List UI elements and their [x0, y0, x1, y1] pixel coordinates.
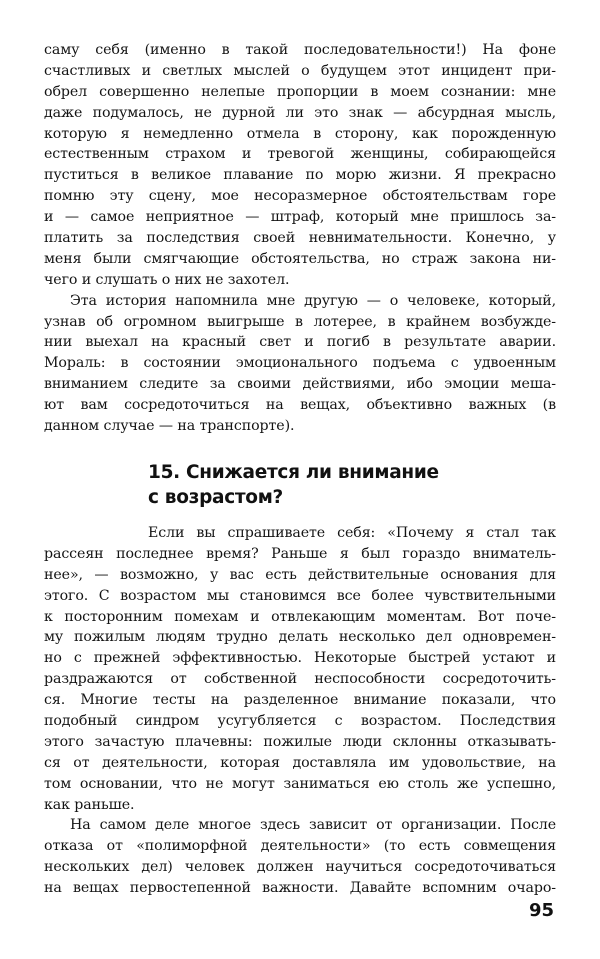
text-line: Мораль: в состоянии эмоционального подъема с удвоенным — [44, 355, 556, 372]
text-line: но с прежней эффективностью. Некоторые быстрей устают и — [44, 650, 556, 667]
text-line: вниманием следите за своими действиями, ибо эмоции меша- — [44, 376, 556, 393]
text-line: данном случае — на транспорте). — [44, 418, 295, 435]
text-line: помню эту сцену, мое несоразмерное обстоятельствам горе — [44, 188, 556, 205]
section-heading-line-2: с возрастом? — [148, 487, 283, 508]
text-line: даже подумалось, не дурной ли это знак — абсурдная мысль, — [44, 104, 556, 121]
text-line: на вещах первостепенной важности. Давайте вспомним очаро- — [44, 880, 556, 897]
text-line: этого зачастую плачевны: пожилые люди склонны отказывать- — [44, 733, 556, 750]
text-line: пуститься в великое плавание по морю жизни. Я прекрасно — [44, 167, 556, 184]
text-line: нее», — возможно, у вас есть действительные основания для — [44, 566, 556, 583]
text-line: естественным страхом и тревогой женщины, собирающейся — [44, 146, 556, 163]
text-line: которую я немедленно отмела в сторону, как порожденную — [44, 125, 556, 142]
text-line: отказа от «полиморфной деятельности» (то есть совмещения — [44, 838, 556, 855]
section-2-text — [44, 523, 556, 899]
text-line: На самом деле многое здесь зависит от организации. После — [70, 817, 556, 834]
text-line: обрел совершенно нелепые пропорции в моем сознании: мне — [44, 83, 556, 100]
text-line: том основании, что не могут заниматься ею столь же успешно, — [44, 775, 556, 792]
text-line: этого. С возрастом мы становимся все более чувствительными — [44, 587, 556, 604]
text-line: меня были смягчающие обстоятельства, но страж закона ни- — [44, 250, 556, 267]
text-line: рассеян последнее время? Раньше я был гораздо вниматель- — [44, 545, 556, 562]
text-line: саму себя (именно в такой последовательности!) На фоне — [44, 42, 556, 58]
text-line: ся. Многие тесты на разделенное внимание показали, что — [44, 692, 556, 709]
text-line: платить за последствия своей невнимательности. Конечно, у — [44, 230, 556, 247]
text-line: как раньше. — [44, 796, 135, 813]
text-line: подобный синдром усугубляется с возрастом. Последствия — [44, 713, 556, 730]
text-line: Эта история напомнила мне другую — о человеке, который, — [70, 292, 556, 309]
text-line: Если вы спрашиваете себя: «Почему я стал так — [148, 525, 556, 541]
text-line: счастливых и светлых мыслей о будущем этот инцидент при- — [44, 62, 556, 79]
section-heading — [148, 460, 488, 510]
text-line: ют вам сосредоточиться на вещах, объективно важных (в — [44, 397, 556, 414]
text-line: узнав об огромном выигрыше в лотерее, в крайнем возбужде- — [44, 313, 556, 330]
text-line: му пожилым людям трудно делать несколько дел одновремен- — [44, 629, 556, 646]
text-line: ся от деятельности, которая доставляла им удовольствие, на — [44, 754, 556, 771]
section-heading-line-1: 15. Снижается ли внимание — [148, 462, 439, 483]
text-line: к посторонним помехам и отвлекающим моментам. Вот поче- — [44, 608, 556, 625]
section-1-text — [44, 40, 556, 437]
text-line: и — самое неприятное — штраф, который мне пришлось за- — [44, 209, 556, 226]
text-line: нии выехал на красный свет и погиб в результате аварии. — [44, 334, 556, 351]
text-line: нескольких дел) человек должен научиться сосредоточиваться — [44, 859, 556, 876]
page-number: 95 — [528, 900, 554, 921]
text-line: раздражаются от собственной неспособности сосредоточить- — [44, 671, 556, 688]
text-line: чего и слушать о них не захотел. — [44, 271, 290, 288]
